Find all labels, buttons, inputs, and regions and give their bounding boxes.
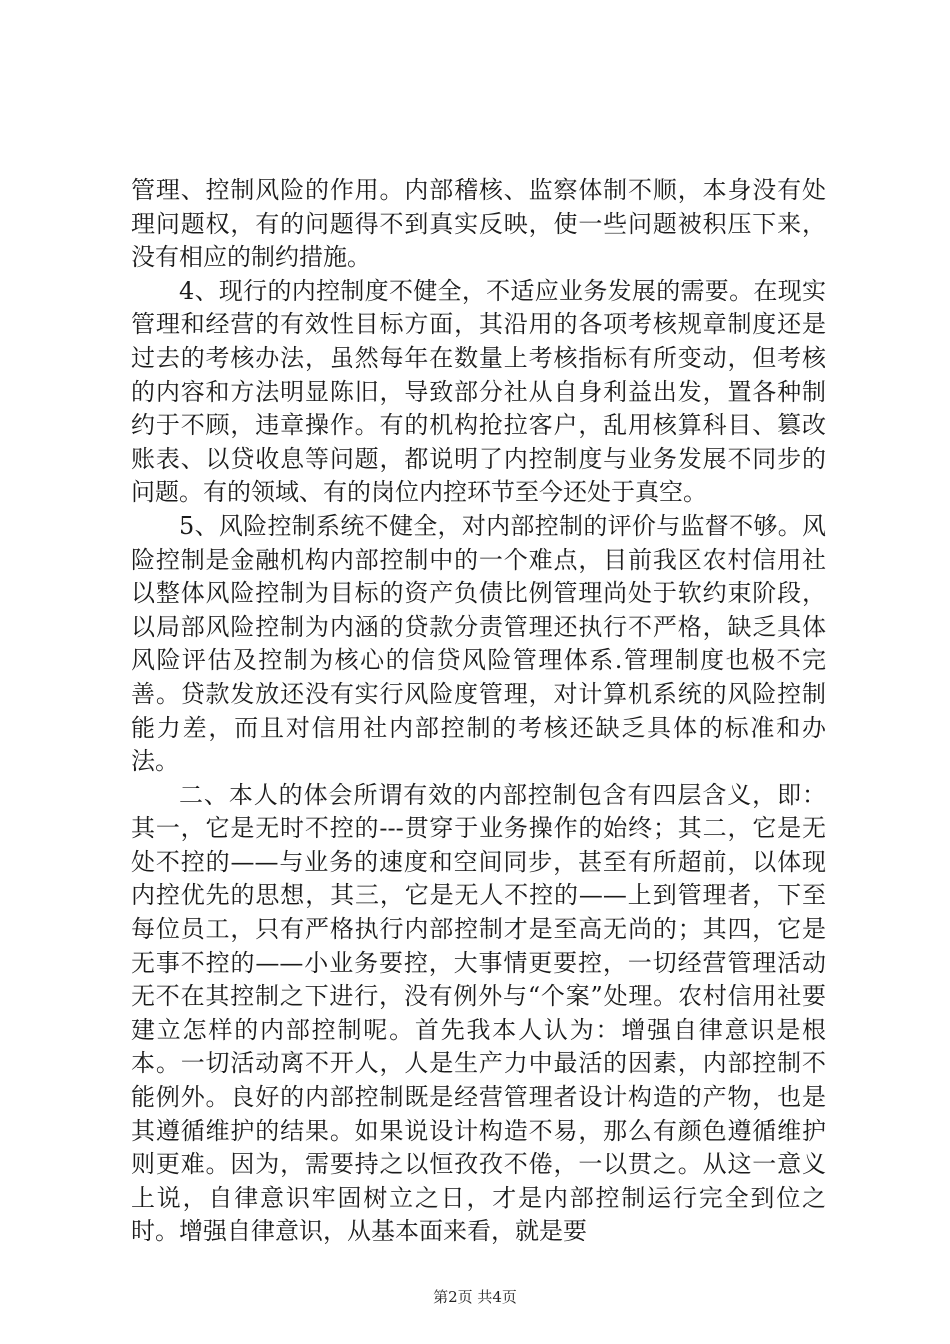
- paragraph-continuation: 管理、控制风险的作用。内部稽核、监察体制不顺，本身没有处理问题权，有的问题得不到真实反映，使一些问题被积压下来，没有相应的制约措施。: [131, 176, 826, 272]
- paragraph-point-5: 5、风险控制系统不健全，对内部控制的评价与监督不够。风险控制是金融机构内部控制中的一个难点，目前我区农村信用社以整体风险控制为目标的资产负债比例管理尚处于软约束阶段，以局部风险控制为内涵的贷款分责管理还执行不严格，缺乏具体风险评估及控制为核心的信贷风险管理体系.管理制度也极不完善。贷款发放还没有实行风险度管理，对计算机系统的风险控制能力差，而且对信用社内部控制的考核还缺乏具体的标准和办法。: [131, 511, 826, 776]
- paragraph-section-2: 二、本人的体会所谓有效的内部控制包含有四层含义，即：其一，它是无时不控的---贯穿于业务操作的始终；其二，它是无处不控的——与业务的速度和空间同步，甚至有所超前，以体现内控优先的思想，其三，它是无人不控的——上到管理者，下至每位员工，只有严格执行内部控制才是至高无尚的；其四，它是无事不控的——小业务要控，大事情更要控，一切经营管理活动无不在其控制之下进行，没有例外与“个案”处理。农村信用社要建立怎样的内部控制呢。首先我本人认为：增强自律意识是根本。一切活动离不开人，人是生产力中最活的因素，内部控制不能例外。良好的内部控制既是经营管理者设计构造的产物，也是其遵循维护的结果。如果说设计构造不易，那么有颜色遵循维护则更难。因为，需要持之以恒孜孜不倦，一以贯之。从这一意义上说，自律意识牢固树立之日，才是内部控制运行完全到位之时。增强自律意识，从基本面来看，就是要: [131, 780, 826, 1246]
- document-body: [131, 174, 826, 1249]
- page-number-footer: 第2页 共4页: [433, 1288, 517, 1306]
- paragraph-point-4: 4、现行的内控制度不健全，不适应业务发展的需要。在现实管理和经营的有效性目标方面，其沿用的各项考核规章制度还是过去的考核办法，虽然每年在数量上考核指标有所变动，但考核的内容和方法明显陈旧，导致部分社从自身利益出发，置各种制约于不顾，违章操作。有的机构抢拉客户，乱用核算科目、篡改账表、以贷收息等问题，都说明了内控制度与业务发展不同步的问题。有的领域、有的岗位内控环节至今还处于真空。: [131, 276, 826, 507]
